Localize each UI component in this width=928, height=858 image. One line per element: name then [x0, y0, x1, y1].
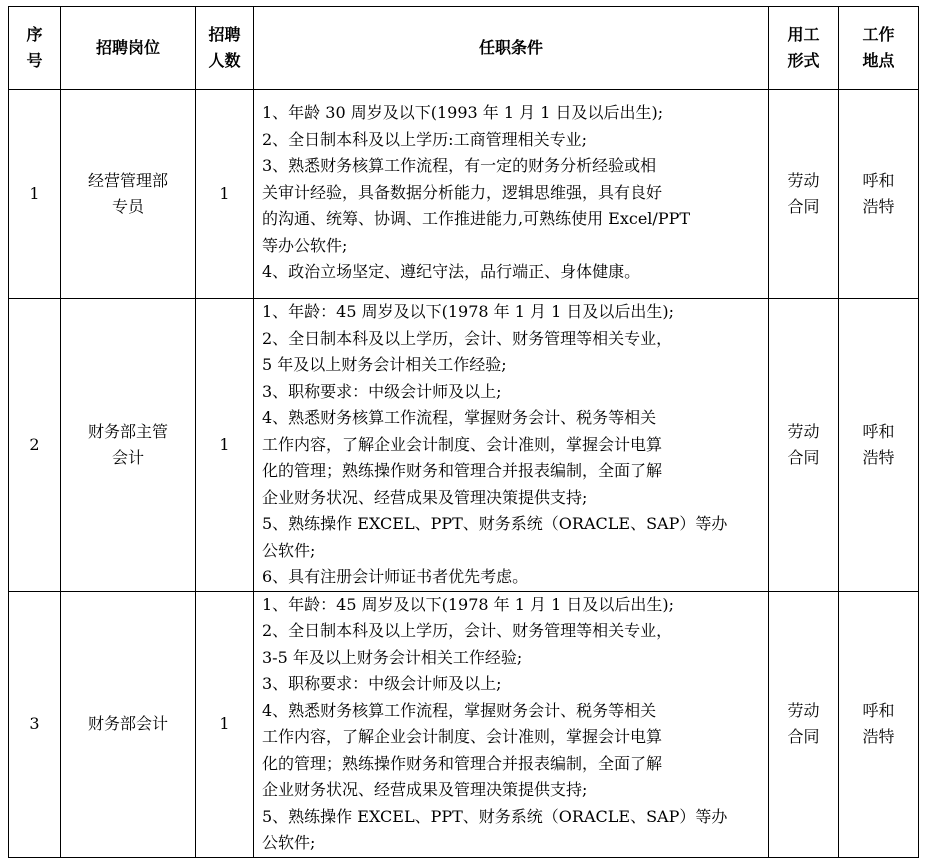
- row-location: 呼和 浩特: [839, 90, 919, 299]
- row-no: 1: [9, 90, 61, 299]
- header-no: 序 号: [9, 7, 61, 90]
- row-location: 呼和 浩特: [839, 591, 919, 857]
- table-row: [9, 90, 919, 299]
- row-requirements: 1、年龄：45 周岁及以下(1978 年 1 月 1 日及以后出生); 2、全日制本科及以上学历，会计、财务管理等相关专业， 3-5 年及以上财务会计相关工作经验; 3、职称要求：中级会计师及以上; 4、熟悉财务核算工作流程，掌握财务会计、税务等相关 工作内容，了解企业会计制度、会计准则，掌握会计电算 化的管理；熟练操作财务和管理合并报表编制，全面了解 企业财务状况、经营成果及管理决策提供支持; 5、熟练操作 EXCEL、PPT、财务系统（ORACLE、SAP）等办 公软件;: [254, 591, 769, 857]
- header-employment: 用工 形式: [769, 7, 839, 90]
- header-requirements: 任职条件: [254, 7, 769, 90]
- row-position: 财务部主管 会计: [61, 299, 196, 592]
- row-employment: 劳动 合同: [769, 90, 839, 299]
- row-no: 3: [9, 591, 61, 857]
- row-requirements: 1、年龄：45 周岁及以下(1978 年 1 月 1 日及以后出生); 2、全日制本科及以上学历，会计、财务管理等相关专业， 5 年及以上财务会计相关工作经验; 3、职称要求：中级会计师及以上; 4、熟悉财务核算工作流程，掌握财务会计、税务等相关 工作内容，了解企业会计制度、会计准则，掌握会计电算 化的管理；熟练操作财务和管理合并报表编制，全面了解 企业财务状况、经营成果及管理决策提供支持; 5、熟练操作 EXCEL、PPT、财务系统（ORACLE、SAP）等办 公软件; 6、具有注册会计师证书者优先考虑。: [254, 299, 769, 592]
- table-row: [9, 299, 919, 592]
- recruitment-table: [8, 6, 919, 858]
- header-row: [9, 7, 919, 90]
- table-row: [9, 591, 919, 857]
- row-count: 1: [196, 299, 254, 592]
- row-employment: 劳动 合同: [769, 299, 839, 592]
- row-location: 呼和 浩特: [839, 299, 919, 592]
- row-requirements: 1、年龄 30 周岁及以下(1993 年 1 月 1 日及以后出生); 2、全日制本科及以上学历:工商管理相关专业; 3、熟悉财务核算工作流程，有一定的财务分析经验或相 关审计经验，具备数据分析能力，逻辑思维强，具有良好 的沟通、统筹、协调、工作推进能力,可熟练使用 Excel/PPT 等办公软件; 4、政治立场坚定、遵纪守法，品行端正、身体健康。: [254, 90, 769, 299]
- row-count: 1: [196, 591, 254, 857]
- row-position: 财务部会计: [61, 591, 196, 857]
- header-count: 招聘 人数: [196, 7, 254, 90]
- header-position: 招聘岗位: [61, 7, 196, 90]
- row-count: 1: [196, 90, 254, 299]
- row-position: 经营管理部 专员: [61, 90, 196, 299]
- header-location: 工作 地点: [839, 7, 919, 90]
- row-no: 2: [9, 299, 61, 592]
- row-employment: 劳动 合同: [769, 591, 839, 857]
